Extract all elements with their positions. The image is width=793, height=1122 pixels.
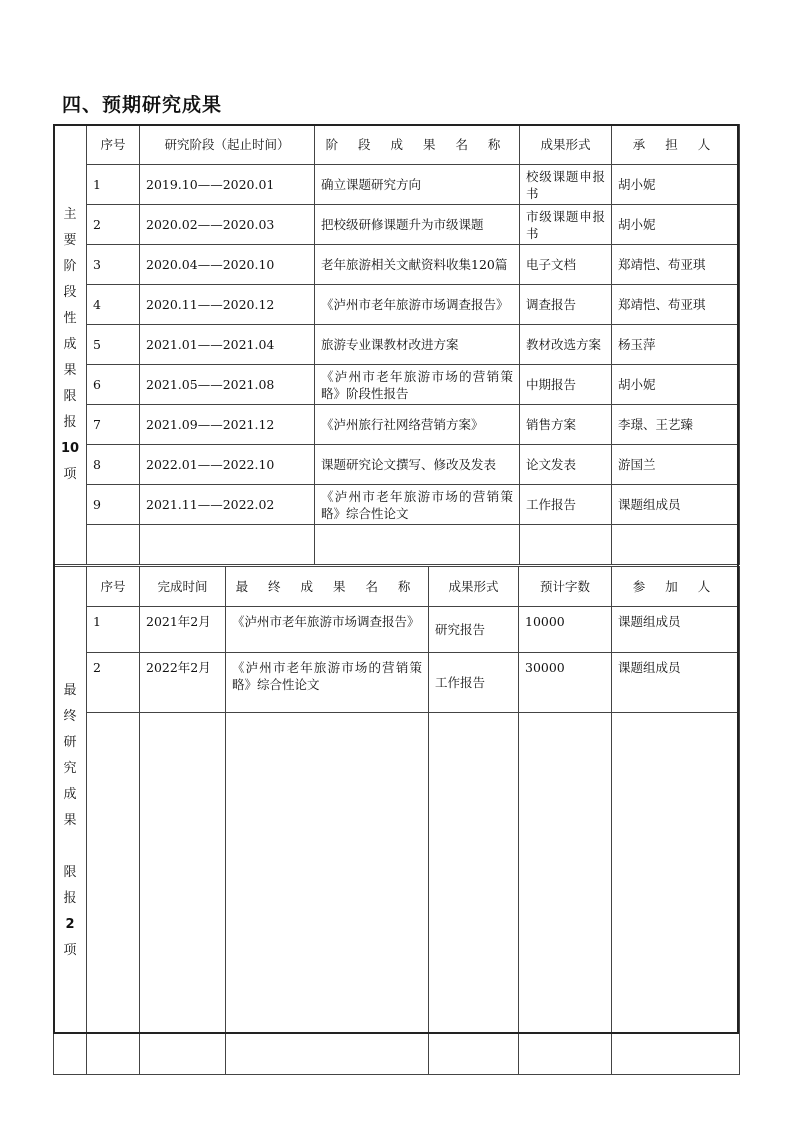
header-person: 承 担 人 [612,125,740,165]
row-form: 工作报告 [520,485,612,525]
row-name: 《泸州市老年旅游市场的营销策略》阶段性报告 [315,365,520,405]
side-char: 阶 [63,258,77,274]
row-form: 论文发表 [520,445,612,485]
row-person: 游国兰 [612,445,740,485]
row-no: 6 [87,365,140,405]
side-char: 要 [63,232,77,248]
side-char: 究 [63,760,77,776]
row-form: 电子文档 [520,245,612,285]
row-person: 郑靖恺、苟亚琪 [612,285,740,325]
row-name: 《泸州市老年旅游市场的营销策略》综合性论文 [315,485,520,525]
row-no: 9 [87,485,140,525]
side-char: 最 [63,682,77,698]
final-row-name: 《泸州市老年旅游市场的营销策略》综合性论文 [226,653,429,713]
row-period: 2021.09——2021.12 [140,405,315,445]
side-char: 项 [63,466,77,482]
side-char: 性 [63,310,77,326]
side-char: 终 [63,708,77,724]
final-header-words: 预计字数 [519,567,612,607]
final-row-words: 10000 [519,607,612,653]
row-period: 2022.01——2022.10 [140,445,315,485]
side-char: 报 [63,890,77,906]
row-person: 胡小妮 [612,365,740,405]
row-form: 校级课题申报书 [520,165,612,205]
row-name: 《泸州市老年旅游市场调查报告》 [315,285,520,325]
final-header-person: 参 加 人 [612,567,740,607]
row-name: 确立课题研究方向 [315,165,520,205]
row-person: 李璟、王艺臻 [612,405,740,445]
row-no: 5 [87,325,140,365]
row-name: 旅游专业课教材改进方案 [315,325,520,365]
row-no: 7 [87,405,140,445]
row-no: 4 [87,285,140,325]
header-no: 序号 [87,125,140,165]
header-name: 阶 段 成 果 名 称 [315,125,520,165]
row-form: 教材改选方案 [520,325,612,365]
row-no: 2 [87,205,140,245]
side-char: 限 [63,388,77,404]
final-header-name: 最 终 成 果 名 称 [226,567,429,607]
row-period: 2020.04——2020.10 [140,245,315,285]
final-row-name: 《泸州市老年旅游市场调查报告》 [226,607,429,653]
row-period: 2021.01——2021.04 [140,325,315,365]
final-row-time: 2021年2月 [140,607,226,653]
row-no: 3 [87,245,140,285]
side-char: 成 [63,786,77,802]
final-row-person: 课题组成员 [612,653,740,713]
final-row-time: 2022年2月 [140,653,226,713]
side-char: 成 [63,336,77,352]
section-heading: 四、预期研究成果 [62,94,223,116]
side-char: 果 [63,812,77,828]
row-form: 市级课题申报书 [520,205,612,245]
header-form: 成果形式 [520,125,612,165]
side-char: 主 [63,206,77,222]
row-form: 销售方案 [520,405,612,445]
row-form: 中期报告 [520,365,612,405]
final-header-no: 序号 [87,567,140,607]
side-char: 果 [63,362,77,378]
side-char: 项 [63,942,77,958]
final-row-person: 课题组成员 [612,607,740,653]
header-period: 研究阶段（起止时间） [140,125,315,165]
side-char: 10 [60,440,80,456]
row-person: 胡小妮 [612,165,740,205]
row-person: 杨玉萍 [612,325,740,365]
final-row-form: 工作报告 [429,653,519,713]
final-header-form: 成果形式 [429,567,519,607]
side-char: 2 [65,916,75,932]
row-period: 2019.10——2020.01 [140,165,315,205]
row-name: 老年旅游相关文献资料收集120篇 [315,245,520,285]
row-person: 课题组成员 [612,485,740,525]
final-row-no: 2 [87,653,140,713]
final-row-no: 1 [87,607,140,653]
row-person: 胡小妮 [612,205,740,245]
row-no: 1 [87,165,140,205]
row-name: 把校级研修课题升为市级课题 [315,205,520,245]
row-period: 2020.11——2020.12 [140,285,315,325]
final-row-words: 30000 [519,653,612,713]
final-row-form: 研究报告 [429,607,519,653]
side-char: 报 [63,414,77,430]
row-period: 2020.02——2020.03 [140,205,315,245]
row-period: 2021.05——2021.08 [140,365,315,405]
row-name: 《泸州旅行社网络营销方案》 [315,405,520,445]
row-no: 8 [87,445,140,485]
row-period: 2021.11——2022.02 [140,485,315,525]
side-char: 研 [63,734,77,750]
outer-frame [53,124,739,1034]
final-header-time: 完成时间 [140,567,226,607]
side-char: 限 [63,864,77,880]
row-form: 调查报告 [520,285,612,325]
row-person: 郑靖恺、苟亚琪 [612,245,740,285]
side-char: 段 [63,284,77,300]
row-name: 课题研究论文撰写、修改及发表 [315,445,520,485]
